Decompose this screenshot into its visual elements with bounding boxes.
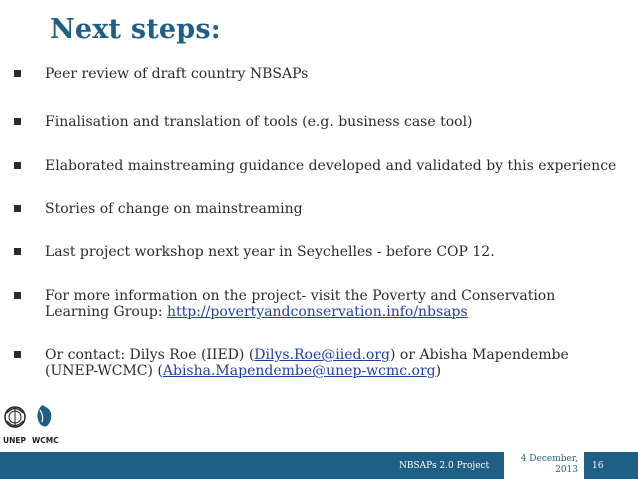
bullet-text: Stories of change on mainstreaming	[45, 201, 303, 217]
email-link-dilys[interactable]: Dilys.Roe@iied.org	[254, 347, 391, 363]
bullet-text-line: For more information on the project- visit the Poverty and Conservation	[45, 288, 556, 304]
bullet-text: Elaborated mainstreaming guidance developed and validated by this experience	[45, 158, 617, 174]
bullet-square-icon	[14, 351, 21, 358]
page-number: 16	[592, 461, 604, 471]
email-link-abisha[interactable]: Abisha.Mapendembe@unep-wcmc.org	[162, 363, 436, 379]
bullet-square-icon	[14, 248, 21, 255]
slide-title: Next steps:	[50, 14, 221, 45]
bullet-text: Last project workshop next year in Seychelles - before COP 12.	[45, 244, 495, 260]
unep-label: UNEP	[3, 436, 26, 445]
bullet-text-part: Or contact: Dilys Roe (IIED) (	[45, 347, 255, 363]
footer-date-box	[504, 452, 584, 479]
bullet-text: Peer review of draft country NBSAPs	[45, 66, 309, 82]
project-link[interactable]: http://povertyandconservation.info/nbsaps	[167, 304, 468, 320]
unep-wcmc-logo-icon	[2, 400, 62, 448]
bullet-square-icon	[14, 118, 21, 125]
bullet-square-icon	[14, 292, 21, 299]
wcmc-label: WCMC	[32, 436, 59, 445]
bullet-text: Finalisation and translation of tools (e.g. business case tool)	[45, 114, 473, 130]
bullet-text-part: ) or Abisha Mapendembe	[390, 347, 569, 363]
bullet-text-part: )	[435, 363, 442, 379]
bullet-text	[45, 288, 635, 320]
footer-date-line: 4 December,	[520, 454, 578, 464]
bullet-square-icon	[14, 70, 21, 77]
bullet-square-icon	[14, 205, 21, 212]
bullet-text-line: Learning Group:	[45, 304, 167, 320]
bullet-text	[45, 347, 635, 379]
footer-date	[512, 454, 578, 476]
footer-project: NBSAPs 2.0 Project	[399, 461, 490, 471]
partner-logos	[2, 400, 62, 448]
bullet-text-part: (UNEP-WCMC) (	[45, 363, 163, 379]
bullet-square-icon	[14, 162, 21, 169]
slide-footer	[0, 452, 638, 479]
footer-date-line: 2013	[555, 465, 578, 475]
